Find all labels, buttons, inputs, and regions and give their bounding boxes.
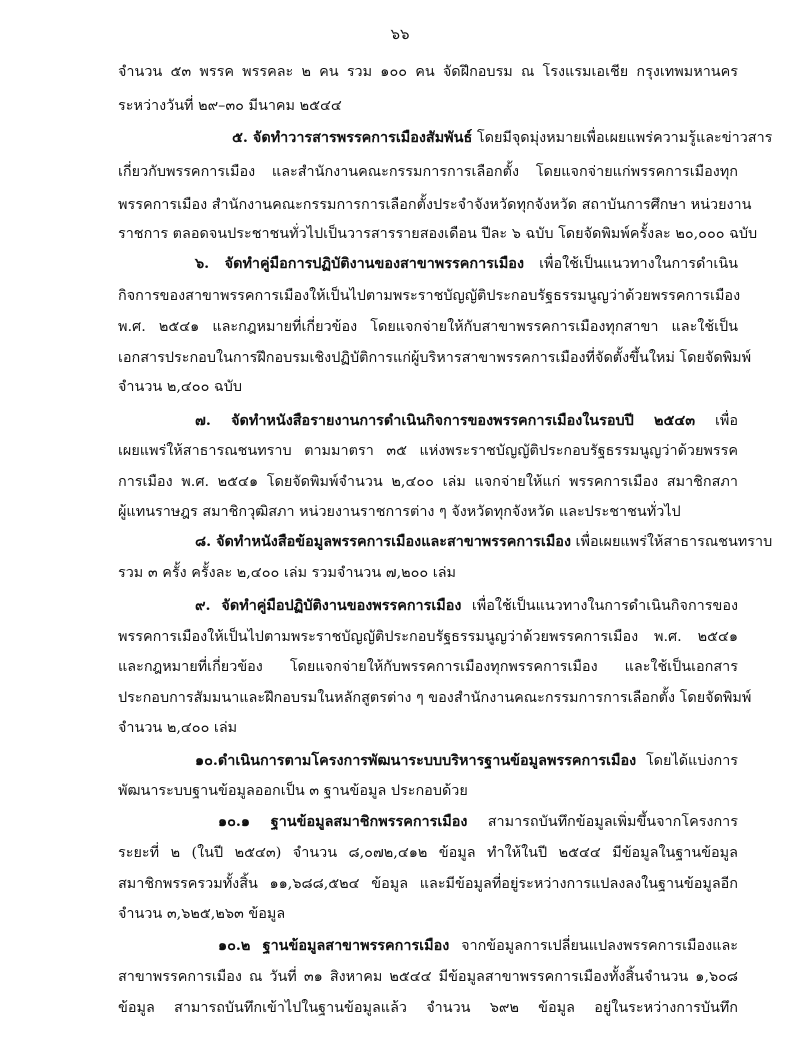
section-8-heading-line: ๘. จัดทำหนังสือข้อมูลพรรคการเมืองและสาขาพรรคการเมือง เพื่อเผยแพร่ให้สาธารณชนทราบ [195, 533, 773, 550]
text-line: เผยแพร่ให้สาธารณชนทราบ ตามมาตรา ๓๕ แห่งพระราชบัญญัติประกอบรัฐธรรมนูญว่าด้วยพรรค [118, 443, 738, 459]
text-line: ระหว่างวันที่ ๒๙–๓๐ มีนาคม ๒๕๔๔ [118, 98, 342, 114]
text-line: รวม ๓ ครั้ง ครั้งละ ๒,๔๐๐ เล่ม รวมจำนวน ๗,๒๐๐ เล่ม [118, 565, 457, 581]
section-5-heading-line: ๕. จัดทำวารสารพรรคการเมืองสัมพันธ์ โดยมีจุดมุ่งหมายเพื่อเผยแพร่ความรู้และข่าวสาร [232, 129, 773, 146]
page-number: ๖๖ [390, 25, 410, 43]
text-line: พรรคการเมือง สำนักงานคณะกรรมการการเลือกตั้งประจำจังหวัดทุกจังหวัด สถาบันการศึกษา หน่วยงาน [118, 197, 752, 213]
section-9-heading-line: ๙. จัดทำคู่มือปฏิบัติงานของพรรคการเมือง เพื่อใช้เป็นแนวทางในการดำเนินกิจการของ [195, 597, 738, 614]
text-line: พัฒนาระบบฐานข้อมูลออกเป็น ๓ ฐานข้อมูล ประกอบด้วย [118, 783, 468, 799]
section-10-2-heading-line: ๑๐.๒ ฐานข้อมูลสาขาพรรคการเมือง จากข้อมูลการเปลี่ยนแปลงพรรคการเมืองและ [218, 937, 738, 954]
text-line: จำนวน ๒,๔๐๐ ฉบับ [118, 379, 243, 395]
text-line: กิจการของสาขาพรรคการเมืองให้เป็นไปตามพระราชบัญญัติประกอบรัฐธรรมนูญว่าด้วยพรรคการเมือง [118, 288, 741, 304]
section-10-heading-line: ๑๐.ดำเนินการตามโครงการพัฒนาระบบบริหารฐานข้อมูลพรรคการเมือง โดยได้แบ่งการ [195, 752, 738, 769]
text-line: พรรคการเมืองให้เป็นไปตามพระราชบัญญัติประกอบรัฐธรรมนูญว่าด้วยพรรคการเมือง พ.ศ. ๒๕๔๑ [118, 629, 738, 645]
section-7-heading-line: ๗. จัดทำหนังสือรายงานการดำเนินกิจการของพรรคการเมืองในรอบปี ๒๕๔๓ เพื่อ [195, 412, 739, 429]
text-line: ข้อมูล สามารถบันทึกเข้าไปในฐานข้อมูลแล้ว จำนวน ๖๙๒ ข้อมูล อยู่ในระหว่างการบันทึก [118, 1000, 738, 1016]
text-line: และกฎหมายที่เกี่ยวข้อง โดยแจกจ่ายให้กับพรรคการเมืองทุกพรรคการเมือง และใช้เป็นเอกสาร [118, 659, 738, 675]
text-line: จำนวน ๓,๖๒๕,๒๖๓ ข้อมูล [118, 906, 286, 922]
text-line: ผู้แทนราษฎร สมาชิกวุฒิสภา หน่วยงานราชการต่าง ๆ จังหวัดทุกจังหวัด และประชาชนทั่วไป [118, 504, 681, 520]
text-line: ประกอบการสัมมนาและฝึกอบรมในหลักสูตรต่าง ๆ ของสำนักงานคณะกรรมการการเลือกตั้ง โดยจัดพิมพ์ [118, 690, 752, 706]
text-line: ระยะที่ ๒ (ในปี ๒๕๔๓) จำนวน ๘,๐๗๒,๔๑๒ ข้อมูล ทำให้ในปี ๒๕๔๔ มีข้อมูลในฐานข้อมูล [118, 845, 738, 861]
section-10-1-heading-line: ๑๐.๑ ฐานข้อมูลสมาชิกพรรคการเมือง สามารถบันทึกข้อมูลเพิ่มขึ้นจากโครงการ [218, 813, 738, 830]
text-line: สมาชิกพรรครวมทั้งสิ้น ๑๑,๖๘๘,๕๒๔ ข้อมูล และมีข้อมูลที่อยู่ระหว่างการแปลงลงในฐานข้อมูลอีก [118, 876, 738, 892]
text-line: เอกสารประกอบในการฝึกอบรมเชิงปฏิบัติการแก่ผู้บริหารสาขาพรรคการเมืองที่จัดตั้งขึ้นใหม่ โดยจัดพิมพ์ [118, 350, 752, 366]
text-line: จำนวน ๒,๔๐๐ เล่ม [118, 720, 238, 736]
text-line: สาขาพรรคการเมือง ณ วันที่ ๓๑ สิงหาคม ๒๕๔๔ มีข้อมูลสาขาพรรคการเมืองทั้งสิ้นจำนวน ๑,๖๐๘ [118, 969, 738, 985]
text-line: การเมือง พ.ศ. ๒๕๔๑ โดยจัดพิมพ์จำนวน ๒,๔๐๐ เล่ม แจกจ่ายให้แก่ พรรคการเมือง สมาชิกสภา [118, 474, 738, 490]
text-line: ราชการ ตลอดจนประชาชนทั่วไปเป็นวารสารรายสองเดือน ปีละ ๖ ฉบับ โดยจัดพิมพ์ครั้งละ ๒๐,๐๐๐ ฉบับ [118, 226, 758, 242]
text-line: เกี่ยวกับพรรคการเมือง และสำนักงานคณะกรรมการการเลือกตั้ง โดยแจกจ่ายแก่พรรคการเมืองทุก [118, 164, 738, 180]
text-line: พ.ศ. ๒๕๔๑ และกฎหมายที่เกี่ยวข้อง โดยแจกจ่ายให้กับสาขาพรรคการเมืองทุกสาขา และใช้เป็น [118, 319, 738, 335]
text-line: จำนวน ๕๓ พรรค พรรคละ ๒ คน รวม ๑๐๐ คน จัดฝึกอบรม ณ โรงแรมเอเชีย กรุงเทพมหานคร [118, 64, 738, 80]
section-6-heading-line: ๖. จัดทำคู่มือการปฏิบัติงานของสาขาพรรคการเมือง เพื่อใช้เป็นแนวทางในการดำเนิน [195, 255, 738, 272]
